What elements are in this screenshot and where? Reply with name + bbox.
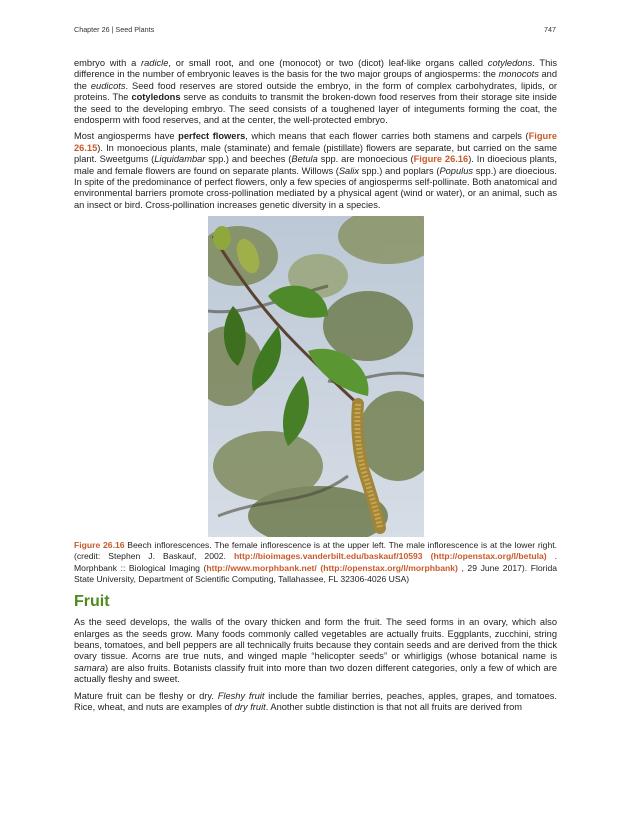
figure-label: Figure 26.16 (74, 540, 125, 551)
beech-inflorescence-photo (208, 216, 424, 537)
figure-26-16-link[interactable]: Figure 26.16 (413, 154, 469, 165)
figure-caption: Figure 26.16 Beech inflorescences. The female inflorescence is at the upper left. The male inflorescence is at the lower right. (credit: Stephen J. Baskauf, 2002. http://bioimages.vanderbilt.edu/baskauf/10593 (http://openstax.org/l/betula) . Morphbank :: Biological Imaging (http://www.morphbank.net/ (http://openstax.org/l/morphbank) , 29 June 2017). Florida State University, Department of Scientific Computing, Tallahassee, FL 32306-4026 USA) (74, 540, 558, 584)
term-samara: samara (74, 662, 106, 673)
term-perfect-flowers: perfect flowers (178, 131, 246, 142)
section-title-fruit: Fruit (74, 593, 110, 611)
term-liquidambar: Liquidambar (154, 154, 206, 165)
paragraph-flowers: Most angiosperms have perfect flowers, which means that each flower carries both stamens and carpels (Figure 26.15). In monoecious plants, male (staminate) and female (pistillate) flowers are separate, but carried on the same plant. Sweetgums (Liquidambar spp.) and beeches (Betula spp. are monoecious (Figure 26.16). In dioecious plants, male and female flowers are found on separate plants. Willows (Salix spp.) and poplars (Populus spp.) are dioecious. In spite of the predominance of perfect flowers, only a few species of angiosperms self-pollinate. Both anatomical and environmental barriers promote cross-pollination mediated by a physical agent (wind or water), or an animal, such as an insect or bird. Cross-pollination increases genetic diversity in a species. (74, 131, 558, 210)
term-cotyledons: cotyledons (487, 58, 533, 68)
term-cotyledons-bold: cotyledons (131, 92, 181, 103)
photo-illustration (208, 216, 424, 537)
term-populus: Populus (439, 165, 474, 176)
page-number: 747 (544, 25, 556, 34)
paragraph-fruit-types: Mature fruit can be fleshy or dry. Fleshy fruit include the familiar berries, peaches, apples, grapes, and tomatoes. Rice, wheat, and nuts are examples of dry fruit. Another subtle distinction is that not all fruits are derived from (74, 690, 557, 712)
page-header (74, 25, 556, 37)
term-eudicots: eudicots (90, 80, 126, 91)
openstax-morphbank-link[interactable]: (http://openstax.org/l/morphbank) (320, 562, 458, 573)
figure-26-15-link[interactable]: Figure 26.15 (74, 131, 558, 153)
paragraph-fruit-development: As the seed develops, the walls of the ovary thicken and form the fruit. The seed forms in an ovary, which also enlarges as the seeds grow. Many foods commonly called vegetables are actually fruits. Eggplants, zucchini, string beans, tomatoes, and bell peppers are all technically fruits because they contain seeds and are derived from the thick ovary tissue. Acorns are true nuts, and winged maple “helicopter seeds” or whirligigs (whose botanical name is samara) are also fruits. Botanists classify fruit into more than two dozen different categories, only a few of which are actually fleshy and sweet. (74, 617, 557, 685)
term-radicle: radicle (141, 58, 169, 68)
term-fleshy-fruit: Fleshy fruit (217, 690, 265, 701)
openstax-betula-link[interactable]: (http://openstax.org/l/betula) (430, 551, 547, 562)
term-betula: Betula (291, 154, 318, 165)
term-dry-fruit: dry fruit (234, 701, 266, 712)
term-monocots: monocots (498, 69, 539, 80)
chapter-title: Chapter 26 | Seed Plants (74, 25, 155, 34)
morphbank-link[interactable]: http://www.morphbank.net/ (206, 562, 317, 573)
paragraph-seed-structure: embryo with a radicle, or small root, and one (monocot) or two (dicot) leaf-like organs called cotyledons. This difference in the number of embryonic leaves is the basis for the two major groups of angiosperms: the monocots and the eudicots. Seed food reserves are stored outside the embryo, in the form of complex carbohydrates, lipids, or proteins. The cotyledons serve as conduits to transmit the broken-down food reserves from their storage site inside the seed to the developing embryo. The seed consists of a toughened layer of integuments forming the coat, the endosperm with food reserves, and at the center, the well-protected embryo. (74, 58, 558, 126)
term-salix: Salix (338, 165, 360, 176)
page-content (74, 58, 557, 718)
bioimages-link[interactable]: http://bioimages.vanderbilt.edu/baskauf/10593 (233, 551, 423, 562)
